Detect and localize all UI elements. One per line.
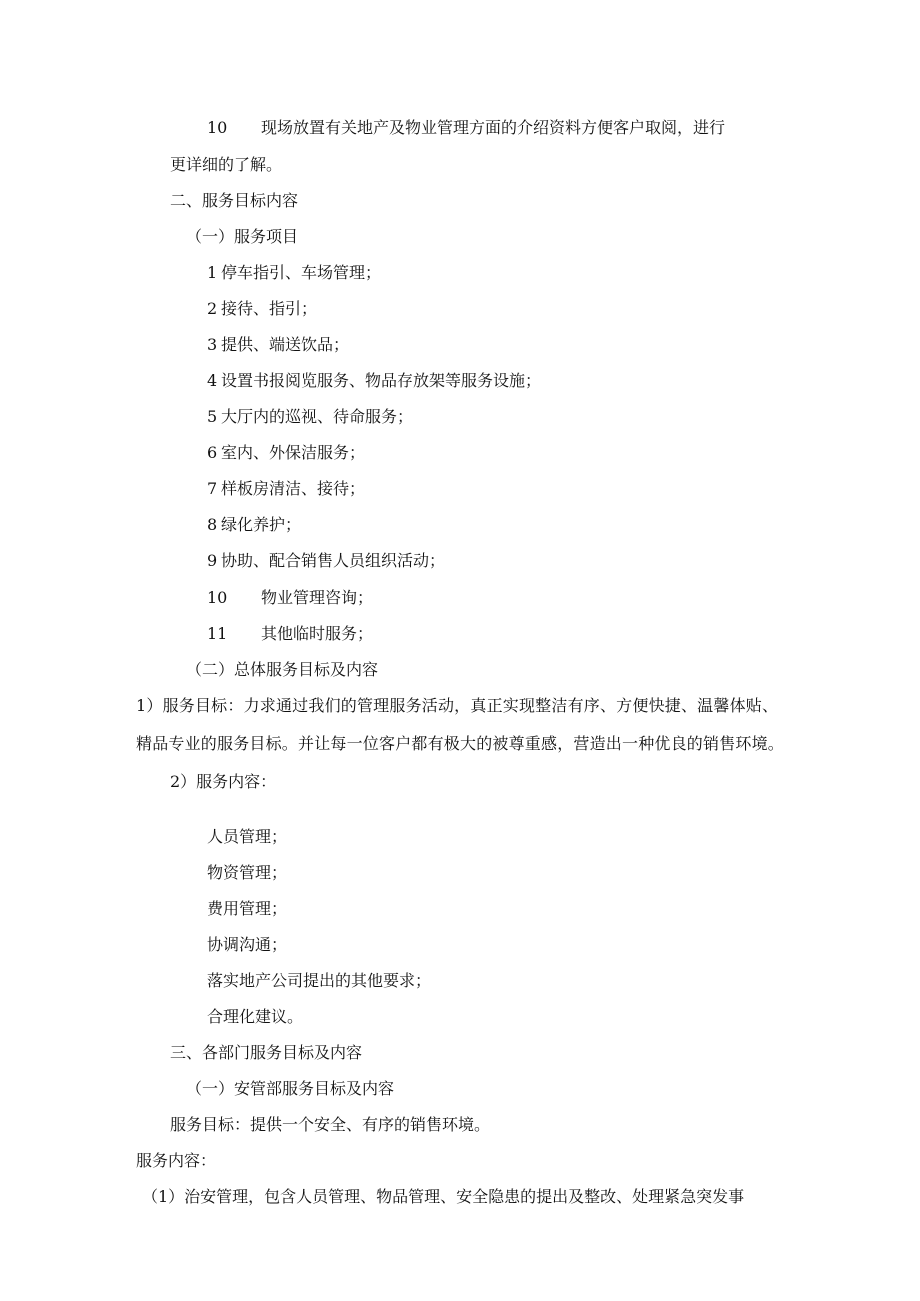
content-item: 合理化建议。	[207, 1007, 304, 1026]
content-item: 落实地产公司提出的其他要求；	[207, 971, 432, 990]
section-3-heading: 三、各部门服务目标及内容	[170, 1043, 363, 1062]
content-item: 费用管理；	[207, 899, 288, 918]
content-item: 人员管理；	[207, 827, 288, 846]
service-content-heading: 2）服务内容：	[170, 772, 277, 791]
service-item: 6 室内、外保洁服务；	[207, 443, 366, 462]
service-item: 9 协助、配合销售人员组织活动；	[207, 551, 446, 570]
service-item: 2 接待、指引；	[207, 299, 318, 318]
section-2-1-heading: （一）服务项目	[186, 227, 299, 246]
section-2-heading: 二、服务目标内容	[170, 191, 299, 210]
service-goal-line-2: 精品专业的服务目标。并让每一位客户都有极大的被尊重感，营造出一种优良的销售环境。	[136, 734, 785, 753]
service-goal-line-1: 1）服务目标：力求通过我们的管理服务活动，真正实现整洁有序、方便快捷、温馨体贴、	[136, 696, 779, 715]
service-item: 10 物业管理咨询；	[207, 588, 374, 607]
service-item: 5 大厅内的巡视、待命服务；	[207, 407, 414, 426]
security-item-1: （1）治安管理，包含人员管理、物品管理、安全隐患的提出及整改、处理紧急突发事	[142, 1187, 745, 1206]
service-item: 1 停车指引、车场管理；	[207, 263, 382, 282]
service-item: 11 其他临时服务；	[207, 624, 374, 643]
content-item: 物资管理；	[207, 863, 288, 882]
intro-text-1: 现场放置有关地产及物业管理方面的介绍资料方便客户取阅，进行	[261, 118, 726, 137]
security-goal: 服务目标：提供一个安全、有序的销售环境。	[170, 1115, 491, 1134]
section-2-2-heading: （二）总体服务目标及内容	[186, 660, 379, 679]
intro-number: 10	[207, 118, 228, 137]
service-item: 8 绿化养护；	[207, 515, 302, 534]
service-item: 4 设置书报阅览服务、物品存放架等服务设施；	[207, 371, 542, 390]
service-item: 3 提供、端送饮品；	[207, 335, 350, 354]
intro-line-1	[207, 118, 725, 138]
intro-line-2: 更详细的了解。	[170, 155, 283, 174]
security-content-label: 服务内容：	[136, 1151, 217, 1170]
section-3-1-heading: （一）安管部服务目标及内容	[186, 1079, 395, 1098]
service-item: 7 样板房清洁、接待；	[207, 479, 366, 498]
content-item: 协调沟通；	[207, 935, 288, 954]
